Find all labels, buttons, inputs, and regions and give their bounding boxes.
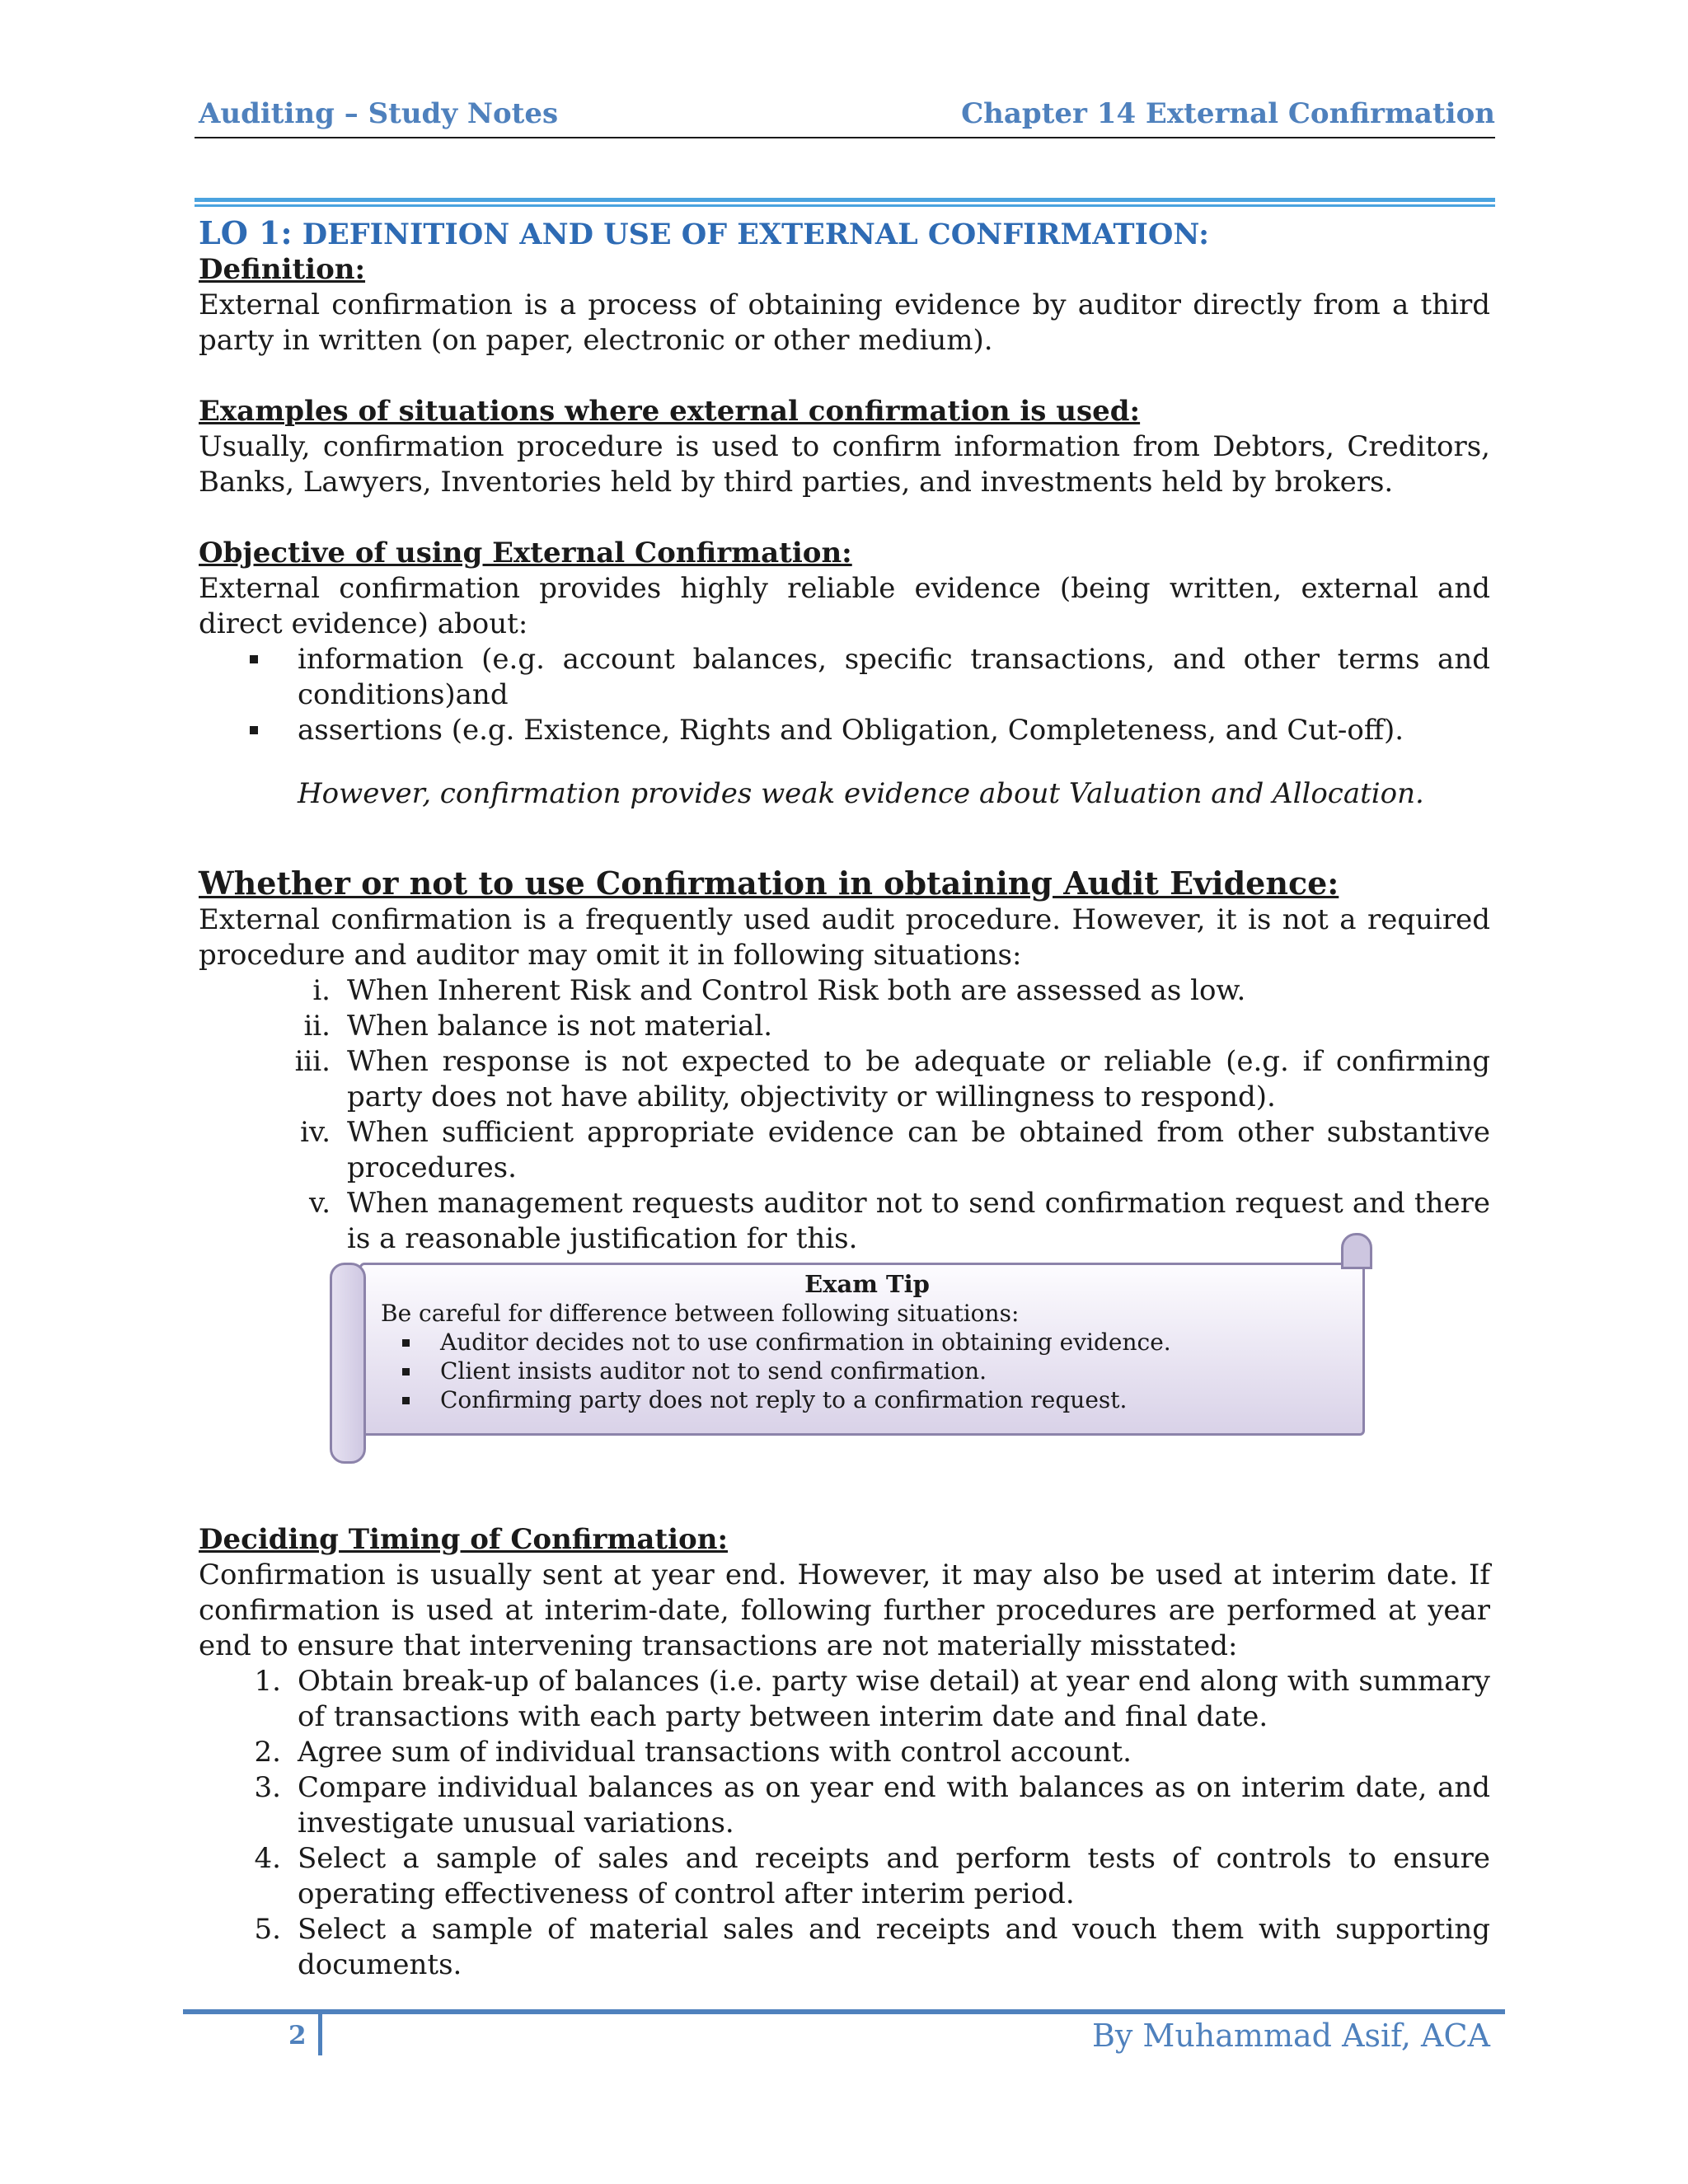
header-divider xyxy=(195,137,1495,138)
main-content xyxy=(199,216,1490,1257)
list-marker: 1. xyxy=(254,1665,281,1698)
learning-objective-heading xyxy=(199,216,1490,252)
list-item xyxy=(199,1664,1490,1735)
list-item xyxy=(199,1912,1490,1983)
list-marker: 2. xyxy=(254,1736,281,1769)
list-item xyxy=(199,1735,1490,1770)
scroll-curl-icon xyxy=(1341,1233,1372,1269)
list-item xyxy=(199,1009,1490,1044)
exam-tip-box xyxy=(330,1233,1372,1468)
examples-heading: Examples of situations where external confirmation is used: xyxy=(199,395,1141,428)
list-marker: ii. xyxy=(303,1010,331,1043)
definition-heading: Definition: xyxy=(199,253,366,286)
page-number: 2 xyxy=(288,2021,307,2050)
exam-tip-title: Exam Tip xyxy=(804,1270,930,1298)
list-text: Select a sample of sales and receipts and perform tests of controls to ensure operating effectiveness of control after interim period. xyxy=(298,1842,1490,1910)
definition-text: External confirmation is a process of obtaining evidence by auditor directly from a third party in written (on paper, electronic or other medium). xyxy=(199,288,1490,357)
footer-divider xyxy=(183,2009,1505,2014)
list-text: When sufficient appropriate evidence can be obtained from other substantive procedures. xyxy=(347,1116,1490,1184)
timing-list xyxy=(199,1664,1490,1983)
list-text: Select a sample of material sales and receipts and vouch them with supporting documents. xyxy=(298,1913,1490,1981)
list-item: information (e.g. account balances, specific transactions, and other terms and conditions)and xyxy=(199,642,1490,713)
list-item: Auditor decides not to use confirmation in obtaining evidence. xyxy=(381,1328,1353,1357)
list-item xyxy=(199,1841,1490,1912)
whether-heading: Whether or not to use Confirmation in obtaining Audit Evidence: xyxy=(199,865,1339,902)
timing-section xyxy=(199,1522,1490,1983)
list-text: When Inherent Risk and Control Risk both are assessed as low. xyxy=(347,974,1246,1007)
objective-note: However, confirmation provides weak evidence about Valuation and Allocation. xyxy=(298,777,1424,810)
list-text: When response is not expected to be adequate or reliable (e.g. if confirming party does not have ability, objectivity or willingness to respond). xyxy=(347,1045,1490,1113)
header-subject: Auditing – Study Notes xyxy=(199,97,559,130)
list-item xyxy=(199,973,1490,1009)
footer-page-bar xyxy=(318,2014,322,2055)
list-text: When management requests auditor not to send confirmation request and there is a reasonable justification for this. xyxy=(347,1187,1490,1255)
objective-heading: Objective of using External Confirmation: xyxy=(199,537,852,569)
list-marker: 4. xyxy=(254,1842,281,1875)
objective-list xyxy=(199,642,1490,748)
whether-text: External confirmation is a frequently used audit procedure. However, it is not a required procedure and auditor may omit it in following situations: xyxy=(199,903,1490,972)
exam-tip-list xyxy=(381,1328,1353,1414)
list-item: assertions (e.g. Existence, Rights and Obligation, Completeness, and Cut-off). xyxy=(199,713,1490,748)
section-divider xyxy=(195,198,1495,208)
list-item: Client insists auditor not to send confirmation. xyxy=(381,1357,1353,1385)
timing-heading: Deciding Timing of Confirmation: xyxy=(199,1523,728,1556)
list-marker: i. xyxy=(312,974,331,1007)
list-marker: iii. xyxy=(294,1045,331,1078)
list-item xyxy=(199,1044,1490,1115)
timing-text: Confirmation is usually sent at year end. However, it may also be used at interim date. If confirmation is used at interim-date, following further procedures are performed at year end to ensure that intervening transactions are not materially misstated: xyxy=(199,1558,1490,1662)
list-marker: 3. xyxy=(254,1771,281,1804)
examples-text: Usually, confirmation procedure is used to confirm information from Debtors, Creditors, Banks, Lawyers, Inventories held by third parties, and investments held by brokers. xyxy=(199,430,1490,499)
exam-tip-content xyxy=(381,1269,1353,1414)
footer-author: By Muhammad Asif, ACA xyxy=(1091,2018,1490,2054)
exam-tip-intro: Be careful for difference between following situations: xyxy=(381,1300,1020,1327)
whether-list xyxy=(199,973,1490,1257)
list-marker: 5. xyxy=(254,1913,281,1946)
objective-text: External confirmation provides highly reliable evidence (being written, external and direct evidence) about: xyxy=(199,572,1490,640)
list-item xyxy=(199,1115,1490,1186)
list-text: Obtain break-up of balances (i.e. party wise detail) at year end along with summary of transactions with each party between interim date and final date. xyxy=(298,1665,1490,1733)
list-text: Compare individual balances as on year end with balances as on interim date, and investigate unusual variations. xyxy=(298,1771,1490,1840)
lo-title: DEFINITION AND USE OF EXTERNAL CONFIRMATION: xyxy=(302,218,1210,251)
list-item xyxy=(199,1770,1490,1841)
list-marker: iv. xyxy=(300,1116,331,1149)
list-text: When balance is not material. xyxy=(347,1010,773,1043)
list-marker: v. xyxy=(309,1187,331,1220)
header-chapter: Chapter 14 External Confirmation xyxy=(961,97,1495,130)
scroll-roll-icon xyxy=(330,1263,366,1464)
page-header xyxy=(199,97,1495,138)
list-item: Confirming party does not reply to a confirmation request. xyxy=(381,1385,1353,1414)
list-text: Agree sum of individual transactions with control account. xyxy=(298,1736,1132,1769)
lo-number: LO 1: xyxy=(199,214,293,251)
